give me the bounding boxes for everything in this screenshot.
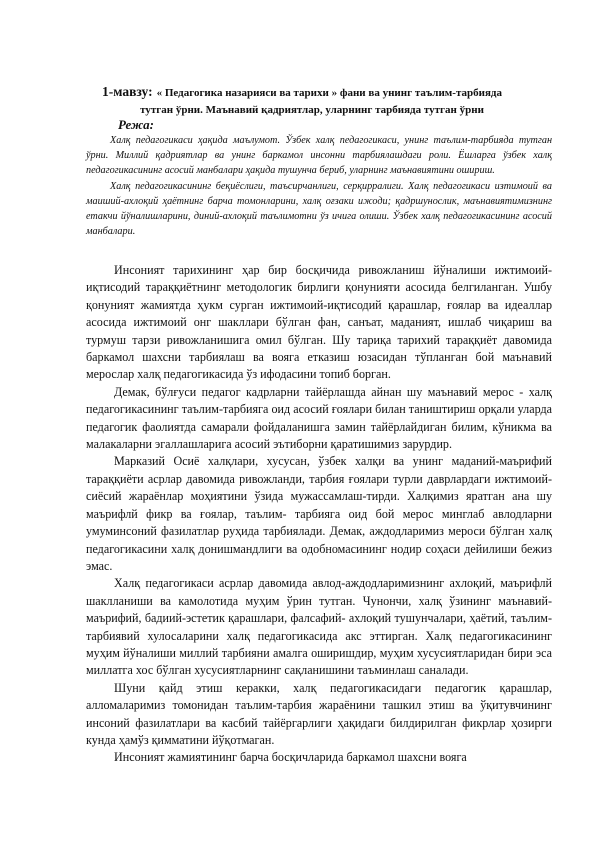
body-paragraph: Инсоният жамиятининг барча босқичларида баркамол шахсни вояга <box>114 750 467 765</box>
topic-title <box>102 83 522 119</box>
body-paragraph: Шуни қайд этиш керакки, халқ педагогикасидаги педагогик қарашлар, алломаларимиз томонидан таълим-тарбия жараёнини ташкил этиш ва ўқитувчининг инсоний фазилатлари ва касбий тайёргарлиги ҳақидаги билдирилган фикрлар ҳозирги кунда ҳамўз қимматини йўқотмаган. <box>86 680 552 747</box>
plan-abstract <box>86 133 552 239</box>
body-paragraph: Марказий Осиё халқлари, хусусан, ўзбек халқи ва унинг маданий-маърифий тараққиёти асрлар давомида ривожланди, тарбия ғоялари турли даврлардаги ижтимоий-сиёсий жараёнлар моҳиятини ўзида мужассамлаш-тирди. Халқимиз яратган ана шу маърифлй фикр ва ғоялар, таълим- тарбияга оид бой мерос минглаб авлодларни умуминсоний фазилатлар руҳида тарбиялади. Демак, аждодларимиз мероси бўлган халқ педагогикасини халқ донишмандлиги ва одобномасининг нодир соҳаси дейилиши бежиз эмас. <box>86 454 552 573</box>
body-paragraph: Халқ педагогикаси асрлар давомида авлод-аждодларимизнинг ахлоқий, маърифлй шаклланиши ва камолотида муҳим ўрин тутган. Чунончи, халқ ўзининг маънавий-маърифий, бадиий-эстетик қарашлари, фалсафий- ахлоқий тушунчалари, ҳаётий, таълим-тарбиявий хулосаларини халқ педагогикасида акс эттирган. Халқ педагогикасининг муҳим йўналиши миллий тарбияни амалга оширишдир, муҳим хусусиятларидан бири эса миллатга хос бўлган хусусиятларнинг сақланишини таъминлаш саналади. <box>86 576 552 678</box>
body-paragraph: Демак, бўлғуси педагог кадрларни тайёрлашда айнан шу маънавий мерос - халқ педагогикасининг таълим-тарбияга оид асосий ғоялари билан таништириш орқали уларда педагогик фаолиятда самарали фойдаланишга замин тайёрлайдиган билим, кўникма ва малакаларни эгаллашларига асосий эътиборни қаратишимиз зарурдир. <box>86 384 552 452</box>
main-text <box>86 262 552 767</box>
topic-title-text: « Педагогика назарияси ва тарихи » фани ва унинг таълим-тарбияда <box>156 87 502 99</box>
topic-title-line1 <box>102 83 522 102</box>
abstract-paragraph: Халқ педагогикасининг беқиёслиги, таъсирчанлиги, серқирралиги. Халқ педагогикаси изтимоий ва маиший-ахлоқий ҳаётнинг барча томонларини, халқ оғзаки ижоди; қадршунослик, маънавиятимизнинг етакчи йўналишларини, диний-ахлоқий таълимотни ўз ичига олиши. Ўзбек халқ педагогикасининг асосий манбалари. <box>86 180 552 238</box>
topic-number: 1-мавзу: <box>102 84 153 99</box>
body-paragraph: Инсоният тарихининг ҳар бир босқичида ривожланиш йўналиши ижтимоий-иқтисодий тараққиётнинг методологик бирлиги қонунияти асосида белгиланган. Ушбу қонуният жамиятда ҳукм сурган ижтимоий-иқтисодий қарашлар, ғоялар ва идеаллар асосида ижтимоий онг шакллари бўлган фан, санъат, маданият, ишлаб чиқариш ва турмуш тарзи ривожланишига омил бўлган. Шу тариқа тарихий тараққиёт давомида баркамол шахсни тарбиялаш ва вояга етказиш юзасидан тўпланган бой маънавий мерослар халқ педагогикасида ўз ифодасини топиб борган. <box>86 263 552 382</box>
plan-heading: Режа: <box>118 117 154 132</box>
topic-title-line2: тутган ўрни. Маънавий қадриятлар, уларнинг тарбияда тутган ўрни <box>140 104 484 116</box>
abstract-paragraph: Халқ педагогикаси ҳақида маълумот. Ўзбек халқ педагогикаси, унинг таълим-тарбияда тутган ўрни. Миллий қадриятлар ва унинг баркамол инсонни тарбиялашдаги роли. Ёшларга ўзбек халқ педагогикасининг асосий манбалари ҳақида тушунча бериб, уларнинг маънавиятини ошириш. <box>86 135 552 177</box>
